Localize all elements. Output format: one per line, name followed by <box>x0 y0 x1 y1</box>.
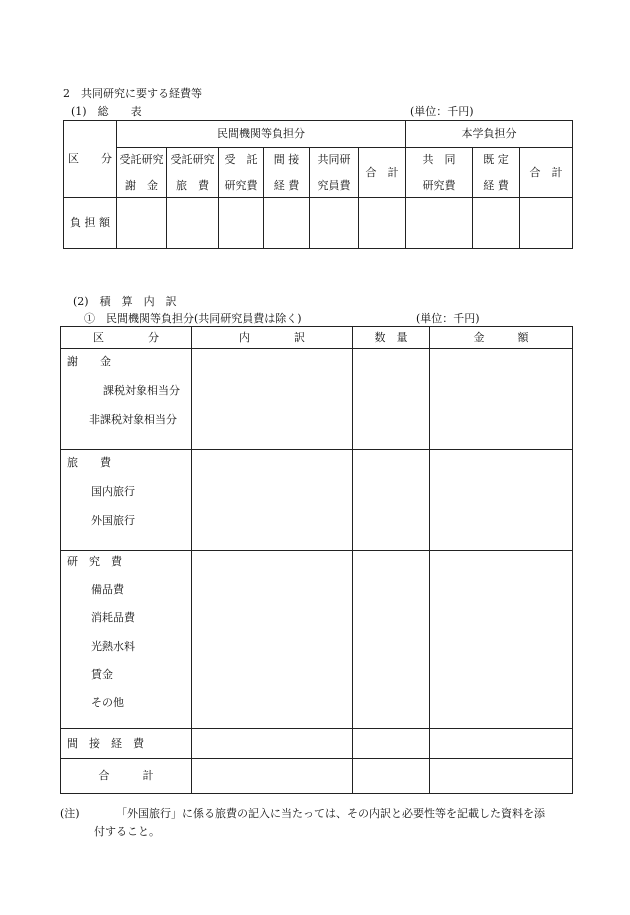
group-travel: 旅 費 国内旅行 外国旅行 <box>61 450 192 551</box>
note-label: (注) <box>60 807 80 820</box>
header-kubun: 区 分 <box>61 327 192 349</box>
input-cell[interactable] <box>192 349 353 450</box>
indirect-cost-label: 間 接 経 費 <box>61 729 192 759</box>
input-cell[interactable] <box>353 349 430 450</box>
input-cell[interactable] <box>406 198 473 249</box>
section-heading: 2 共同研究に要する経費等 <box>63 87 202 100</box>
input-cell[interactable] <box>430 450 573 551</box>
input-cell[interactable] <box>430 349 573 450</box>
input-cell[interactable] <box>353 729 430 759</box>
note-line-2: 付すること。 <box>94 825 160 838</box>
header-amount: 金 額 <box>430 327 573 349</box>
input-cell[interactable] <box>167 198 219 249</box>
summary-table <box>63 120 573 249</box>
col-header: 受 託 研究費 <box>219 148 264 198</box>
input-cell[interactable] <box>310 198 359 249</box>
input-cell[interactable] <box>359 198 406 249</box>
burden-row-label: 負 担 額 <box>64 198 117 249</box>
input-cell[interactable] <box>192 759 353 794</box>
minkan-header: 民間機関等負担分 <box>117 121 406 148</box>
total-label: 合 計 <box>61 759 192 794</box>
group-honorarium: 謝 金 課税対象相当分 非課税対象相当分 <box>61 349 192 450</box>
col-header: 共 同 研究費 <box>406 148 473 198</box>
note-line-1: 「外国旅行」に係る旅費の記入に当たっては、その内訳と必要性等を記載した資料を添 <box>116 807 545 820</box>
summary-unit-label: (単位：千円) <box>410 105 474 118</box>
header-quantity: 数 量 <box>353 327 430 349</box>
input-cell[interactable] <box>430 729 573 759</box>
col-header: 受託研究 旅 費 <box>167 148 219 198</box>
input-cell[interactable] <box>192 551 353 729</box>
group-research: 研 究 費 備品費 消耗品費 光熱水料 賃金 その他 <box>61 551 192 729</box>
col-header: 間 接 経 費 <box>264 148 310 198</box>
summary-table-label: (1) 総 表 <box>71 105 142 118</box>
col-header-total: 合 計 <box>520 148 573 198</box>
input-cell[interactable] <box>192 729 353 759</box>
input-cell[interactable] <box>520 198 573 249</box>
input-cell[interactable] <box>353 450 430 551</box>
honkaku-header: 本学負担分 <box>406 121 573 148</box>
kubun-header: 区 分 <box>64 121 117 198</box>
breakdown-unit-label: (単位：千円) <box>416 312 480 325</box>
input-cell[interactable] <box>353 759 430 794</box>
col-header: 共同研 究員費 <box>310 148 359 198</box>
input-cell[interactable] <box>192 450 353 551</box>
header-uchiwake: 内 訳 <box>192 327 353 349</box>
input-cell[interactable] <box>264 198 310 249</box>
input-cell[interactable] <box>430 551 573 729</box>
input-cell[interactable] <box>353 551 430 729</box>
input-cell[interactable] <box>430 759 573 794</box>
input-cell[interactable] <box>473 198 520 249</box>
breakdown-sub-label: ① 民間機関等負担分(共同研究員費は除く) <box>84 312 302 325</box>
input-cell[interactable] <box>219 198 264 249</box>
col-header: 既 定 経 費 <box>473 148 520 198</box>
col-header: 受託研究 謝 金 <box>117 148 167 198</box>
col-header-total: 合 計 <box>359 148 406 198</box>
input-cell[interactable] <box>117 198 167 249</box>
breakdown-label: (2) 積 算 内 訳 <box>73 295 177 308</box>
breakdown-table <box>60 326 573 794</box>
